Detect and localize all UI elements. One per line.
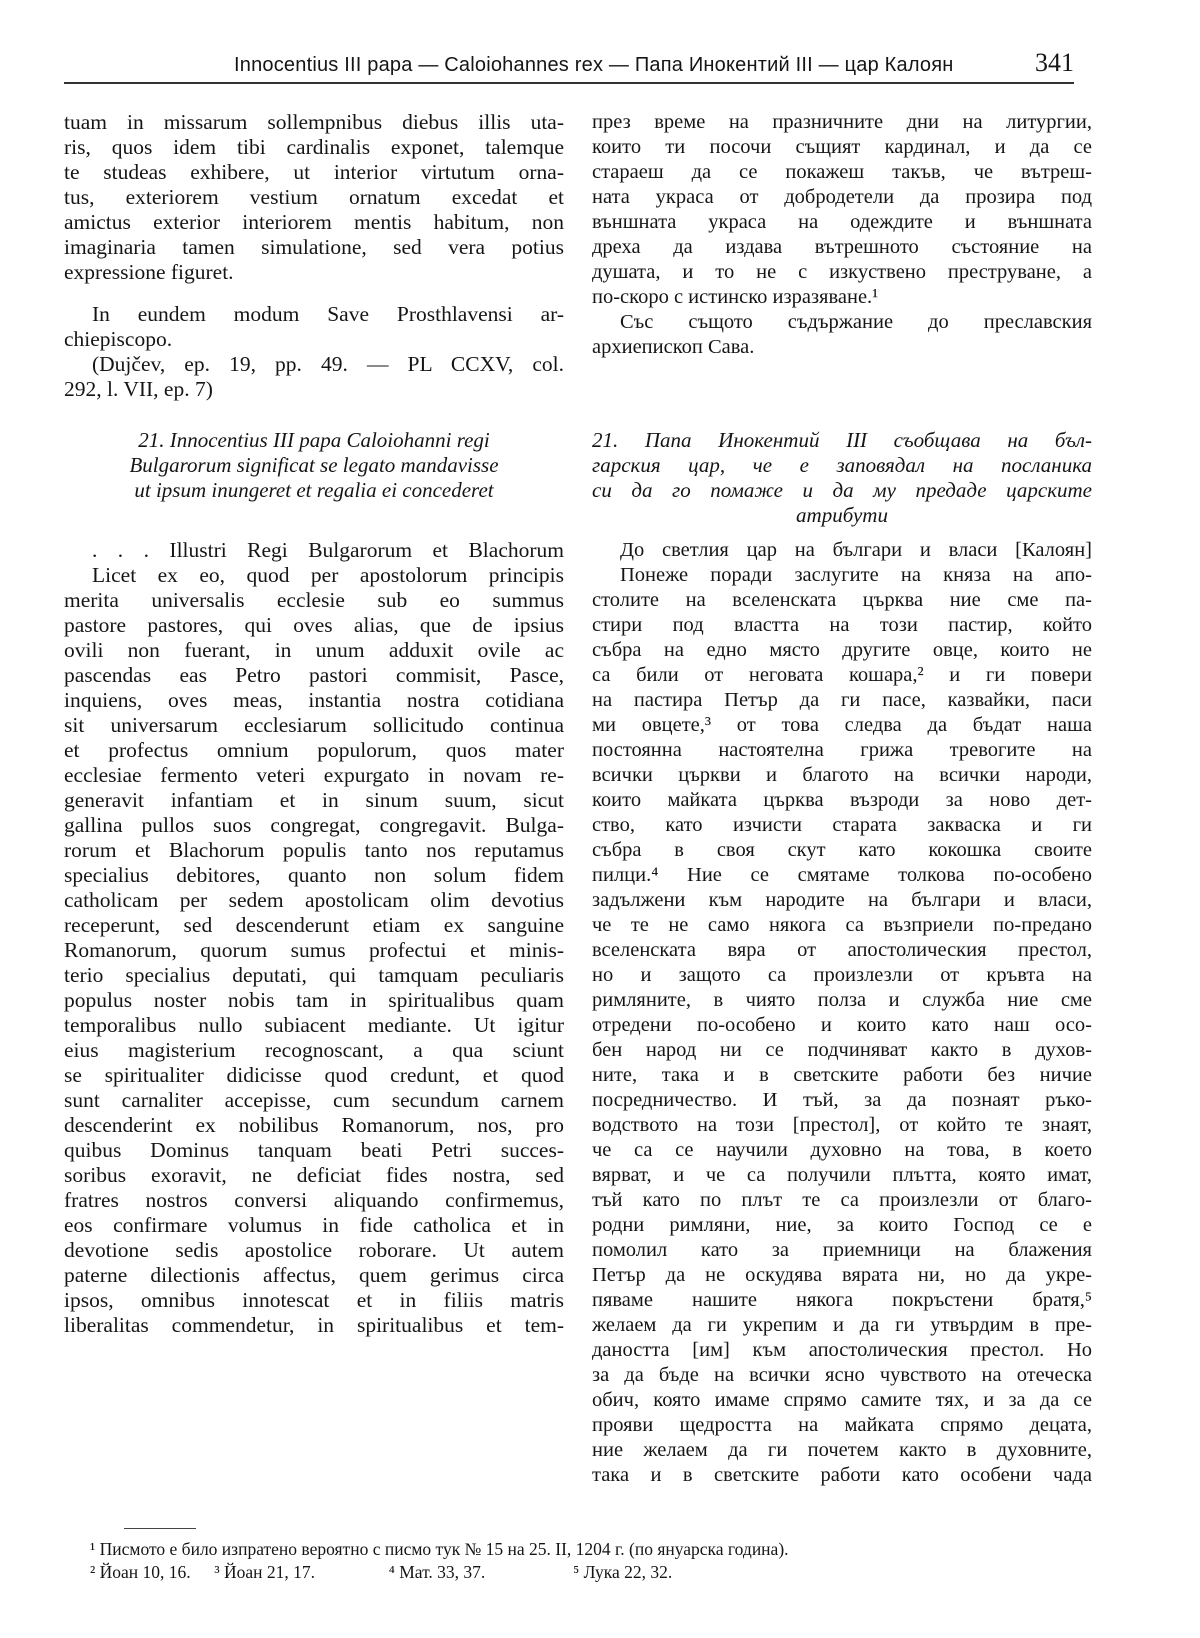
text-line: ris, quos idem tibi cardinalis exponet, talemque — [64, 135, 564, 159]
text-line: пяваме нашите някога покръстени братя,⁵ — [592, 1289, 1092, 1311]
text-line: външната украса на одеждите и външната — [592, 211, 1092, 233]
text-line: ми овцете,³ от това следва да бъдат наша — [592, 714, 1092, 736]
text-line: на пастира Петър да ги пасе, казвайки, паси — [592, 689, 1092, 711]
latin-heading — [64, 428, 564, 503]
text-line: populus noster nobis tam in spiritualibus quam — [64, 988, 564, 1012]
text-line: че те не само някога са възприели по-предано — [592, 914, 1092, 936]
text-line: pastore pastores, qui oves alias, que de ipsius — [64, 613, 564, 637]
footnote-rule — [124, 1528, 196, 1529]
text-line: ство, като изчисти старата закваска и ги — [592, 814, 1092, 836]
text-line: terio specialius deputati, qui tamquam peculiaris — [64, 963, 564, 987]
text-line: amictus exterior interiorem mentis habitum, non — [64, 210, 564, 234]
text-line: Петър да не оскудява вярата ни, но да укре- — [592, 1264, 1092, 1286]
footnote-4: ⁴ Мат. 33, 37. — [388, 1562, 486, 1582]
text-line: прояви щедростта на майката спрямо децата, — [592, 1414, 1092, 1436]
text-line: бен народ ни се подчиняват както в духов- — [592, 1039, 1092, 1061]
text-line: дреха да издава вътрешното състояние на — [592, 236, 1092, 258]
bulgarian-note — [592, 310, 1092, 360]
text-line: ipsos, omnibus innotescat et in filiis matris — [64, 1288, 564, 1312]
running-header — [64, 48, 1074, 84]
text-line: стараеш да се покажеш такъв, че вътреш- — [592, 161, 1092, 183]
text-line: архиепископ Сава. — [592, 336, 755, 358]
text-line: стири под властта на този пастир, който — [592, 614, 1092, 636]
source-citation: (Dujčev, ep. 19, pp. 49. — PL CCXV, col. — [92, 352, 564, 376]
heading-line: гарския цар, че е заповядал на посланика — [592, 453, 1092, 477]
text-line: ние желаем да ги почетем както в духовните, — [592, 1439, 1092, 1461]
text-line: chiepiscopo. — [64, 327, 173, 351]
footnote-2: ² Йоан 10, 16. — [90, 1562, 191, 1582]
text-line: всички църкви и благото на всички народи, — [592, 764, 1092, 786]
text-line: imaginaria tamen simulatione, sed vera potius — [64, 235, 564, 259]
text-line: sunt carnaliter accepisse, cum secundum carnem — [64, 1088, 564, 1112]
heading-line: 21. Папа Инокентий III съобщава на бъл- — [592, 428, 1092, 452]
latin-note — [64, 302, 564, 402]
text-line: които майката църква възроди за ново дет- — [592, 789, 1092, 811]
page-number: 341 — [1035, 48, 1074, 77]
text-line: soribus exoravit, ne deficiat fides nostra, sed — [64, 1163, 564, 1187]
text-line: помолил като за приемници на блажения — [592, 1239, 1092, 1261]
text-line: родни римляни, ние, за които Господ се е — [592, 1214, 1092, 1236]
text-line: обич, която имаме спрямо самите тях, и за да се — [592, 1389, 1092, 1411]
text-line: така и в светските работи като особени чада — [592, 1464, 1092, 1486]
text-line: ните, така и в светските работи без ничие — [592, 1064, 1092, 1086]
text-line: Romanorum, quorum sumus profectui et minis- — [64, 938, 564, 962]
latin-body — [64, 538, 564, 1338]
text-line: gallina pullos suos congregat, congregavit. Bulga- — [64, 813, 564, 837]
text-line: ecclesiae fermento veteri expurgato in novam re- — [64, 763, 564, 787]
text-line: през време на празничните дни на литургии, — [592, 111, 1092, 133]
text-line: catholicam per sedem apostolicam olim devotius — [64, 888, 564, 912]
footnotes — [90, 1538, 1080, 1584]
text-line: quibus Dominus tanquam beati Petri succes- — [64, 1138, 564, 1162]
text-line: fratres nostros conversi aliquando confirmemus, — [64, 1188, 564, 1212]
text-line: descenderint ex nobilibus Romanorum, nos, pro — [64, 1113, 564, 1137]
footnote-3: ³ Йоан 21, 17. — [214, 1562, 316, 1582]
text-line: paterne dilectionis affectus, quem gerimus circa — [64, 1263, 564, 1287]
text-line: ната украса от добродетели да прозира под — [592, 186, 1092, 208]
text-line: задължени към народите на българи и власи, — [592, 889, 1092, 911]
text-line: но и защото са произлезли от кръвта на — [592, 964, 1092, 986]
text-line: даността [им] към апостолическия престол. Но — [592, 1339, 1092, 1361]
text-line: водството на този [престол], от който те знаят, — [592, 1114, 1092, 1136]
text-line: receperunt, sed descenderunt etiam ex sanguine — [64, 913, 564, 937]
text-line: пилци.⁴ Ние се смятаме толкова по-особено — [592, 864, 1092, 886]
text-line: In eundem modum Save Prosthlavensi ar- — [92, 302, 564, 326]
footnote-1: ¹ Писмото е било изпратено вероятно с писмо тук № 15 на 25. II, 1204 г. (по януарска година). — [90, 1539, 789, 1559]
text-line: te studeas exhibere, ut interior virtutum orna- — [64, 160, 564, 184]
text-line: вселенската вяра от апостолическия престол, — [592, 939, 1092, 961]
text-line: inquiens, oves meas, instantia nostra cotidiana — [64, 688, 564, 712]
text-line: които ти посочи същият кардинал, и да се — [592, 136, 1092, 158]
footnote-5: ⁵ Лука 22, 32. — [573, 1562, 673, 1582]
footnote-row-2 — [90, 1561, 1080, 1584]
text-line: merita universalis ecclesie sub eo summus — [64, 588, 564, 612]
text-line: посредничество. И тъй, за да познаят ръко- — [592, 1089, 1092, 1111]
text-line: ovili non fuerant, in unum adduxit ovile ac — [64, 638, 564, 662]
text-line: Понеже поради заслугите на княза на апо- — [620, 564, 1092, 586]
text-line: expressione figuret. — [64, 260, 234, 284]
text-line: eos confirmare volumus in fide catholica et in — [64, 1213, 564, 1237]
text-line: tus, exteriorem vestium ornatum excedat et — [64, 185, 564, 209]
text-line: generavit infantiam et in sinum suum, sicut — [64, 788, 564, 812]
text-line: liberalitas commendetur, in spiritualibus et tem- — [64, 1313, 564, 1337]
text-line: Licet ex eo, quod per apostolorum principis — [92, 563, 564, 587]
text-line: са били от неговата кошара,² и ги повери — [592, 664, 1092, 686]
source-citation: 292, l. VII, ep. 7) — [64, 377, 213, 401]
text-line: eius magisterium recognoscant, a qua sciunt — [64, 1038, 564, 1062]
text-line: постоянна настоятелна грижа тревогите на — [592, 739, 1092, 761]
text-line: devotione sedis apostolice roborare. Ut autem — [64, 1238, 564, 1262]
text-line: . . . Illustri Regi Bulgarorum et Blachorum — [92, 538, 564, 562]
bulgarian-heading — [592, 428, 1092, 528]
text-line: събра в своя скут като кокошка своите — [592, 839, 1092, 861]
text-line: До светлия цар на българи и власи [Калоян] — [620, 539, 1092, 561]
text-line: вярват, и че са получили плътта, която имат, — [592, 1164, 1092, 1186]
text-line: римляните, в чиято полза и служба ние сме — [592, 989, 1092, 1011]
text-line: че са се научили духовно на това, в което — [592, 1139, 1092, 1161]
bulgarian-body — [592, 538, 1092, 1488]
heading-line: атрибути — [796, 503, 888, 527]
running-title: Innocentius III papa — Caloiohannes rex — Папа Инокентий III — цар Калоян — [234, 54, 954, 76]
text-line: желаем да ги укрепим и да ги утвърдим в пре- — [592, 1314, 1092, 1336]
heading-line: си да го помаже и да му предаде царските — [592, 478, 1092, 502]
text-line: tuam in missarum sollempnibus diebus illis uta- — [64, 110, 564, 134]
text-line: Със същото съдържание до преславския — [620, 311, 1092, 333]
text-line: pascendas eas Petro pastori commisit, Pasce, — [64, 663, 564, 687]
text-line: rorum et Blachorum populis tanto nos reputamus — [64, 838, 564, 862]
text-line: душата, и то не с изкуствено преструване, а — [592, 261, 1092, 283]
latin-top-paragraph — [64, 110, 564, 285]
text-line: et profectus omnium populorum, quos mater — [64, 738, 564, 762]
text-line: se spiritualiter didicisse quod credunt, et quod — [64, 1063, 564, 1087]
heading-line: ut ipsum inungeret et regalia ei concederet — [134, 478, 494, 502]
heading-line: 21. Innocentius III papa Caloiohanni regi — [138, 428, 490, 452]
text-line: събра на едно място другите овце, които не — [592, 639, 1092, 661]
text-line: specialius debitores, quanto non solum fidem — [64, 863, 564, 887]
text-line: тъй като по плът те са произлезли от благо- — [592, 1189, 1092, 1211]
heading-line: Bulgarorum significat se legato mandavisse — [129, 453, 499, 477]
text-line: temporalibus nullo subiacent mediante. Ut igitur — [64, 1013, 564, 1037]
bulgarian-top-paragraph — [592, 110, 1092, 310]
text-line: столите на вселенската църква ние сме па- — [592, 589, 1092, 611]
text-line: отредени по-особено и които като наш осо- — [592, 1014, 1092, 1036]
text-line: по-скоро с истинско изразяване.¹ — [592, 286, 879, 308]
text-line: за да бъде на всички ясно чувството на отеческа — [592, 1364, 1092, 1386]
text-line: sit universarum ecclesiarum sollicitudo continua — [64, 713, 564, 737]
